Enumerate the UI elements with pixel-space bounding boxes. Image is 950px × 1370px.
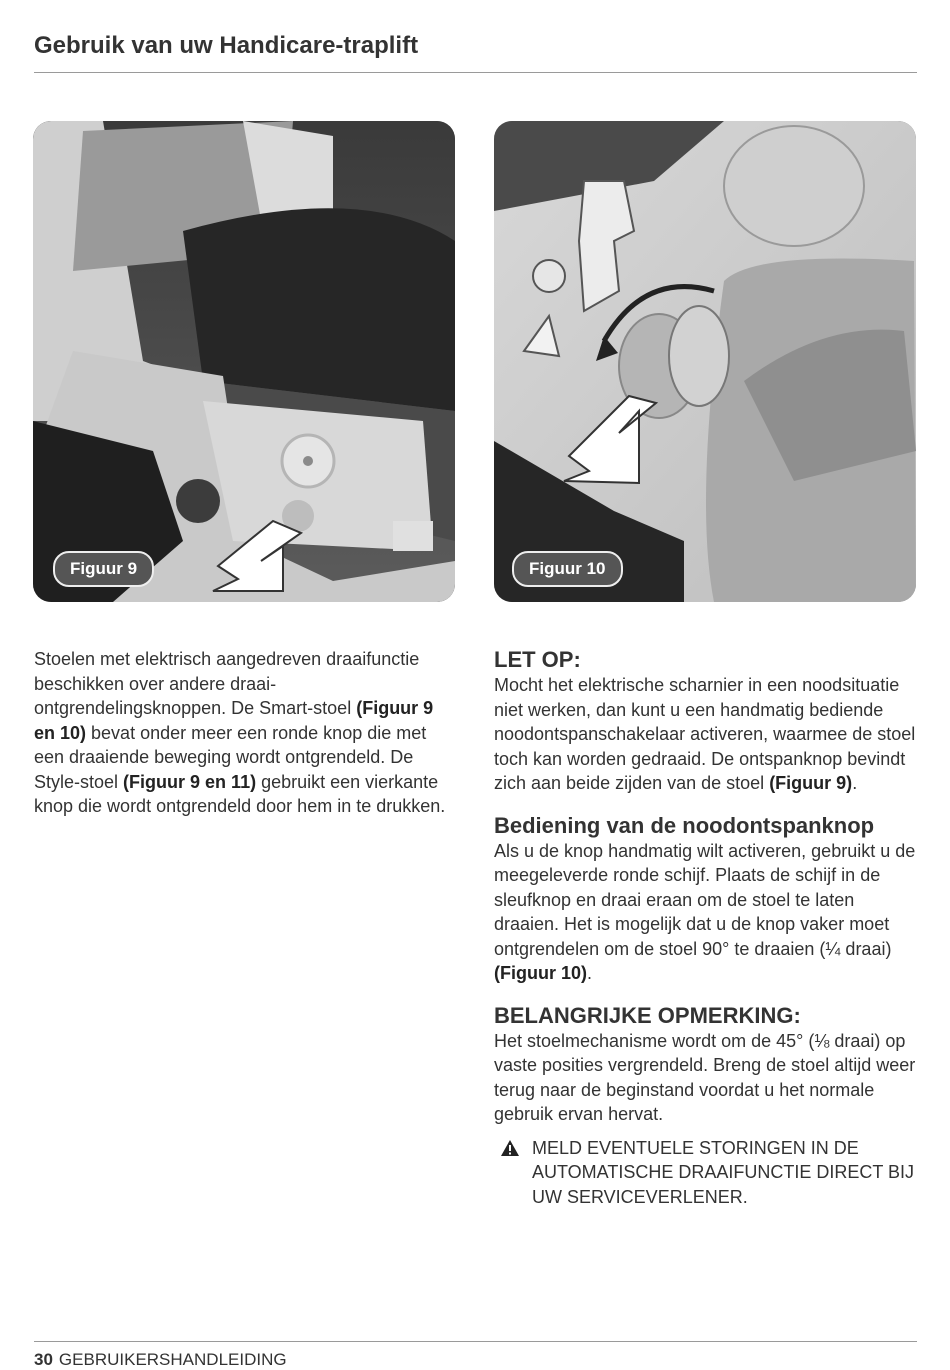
figure-9-label: Figuur 9 — [53, 551, 154, 587]
figure-10-label: Figuur 10 — [512, 551, 623, 587]
figure-9-photo — [33, 121, 455, 602]
warning-text: MELD EVENTUELE STORINGEN IN DE AUTOMATISCHE DRAAIFUNCTIE DIRECT BIJ UW SERVICEVERLENER. — [532, 1137, 915, 1207]
important-paragraph: Het stoelmechanisme wordt om de 45° (⅛ draai) op vaste posities vergrendeld. Breng de stoel altijd weer terug naar de beginstand voordat u het normale gebruik ervan hervat. — [494, 1030, 916, 1124]
footer-label: GEBRUIKERSHANDLEIDING — [58, 1350, 287, 1369]
release-knob-photo-icon — [494, 121, 916, 602]
header-divider — [34, 72, 917, 73]
intro-paragraph — [34, 647, 459, 819]
intro-figure-ref-a: (Figuur 9 en 10) — [34, 698, 434, 743]
page-number: 30 — [34, 1350, 53, 1369]
page-title: Gebruik van uw Handicare-traplift — [34, 32, 419, 59]
section-text-a: Als u de knop handmatig wilt activeren, gebruikt u de meegeleverde ronde schijf. Plaats de schijf in de sleufknop en draai eraan om de stoel te laten draaien. Het is mogelijk dat u de knop vaker moet ontgrendelen om de stoel 90° te draaien (¼ draai) — [494, 840, 916, 959]
warning-row — [494, 1136, 919, 1210]
section-paragraph — [494, 839, 919, 986]
note-figure-ref: (Figuur 9) — [769, 773, 853, 793]
important-heading: BELANGRIJKE OPMERKING: — [494, 1002, 801, 1028]
section-figure-ref: (Figuur 10) — [494, 963, 587, 983]
figure-10-photo — [494, 121, 916, 602]
section-text-end: . — [587, 963, 593, 983]
footer — [34, 1350, 287, 1370]
note-text-end: . — [852, 773, 858, 793]
right-column — [494, 647, 919, 1209]
note-text-a: Mocht het elektrische scharnier in een noodsituatie niet werken, dan kunt u een handmatig bediende noodontspanschakelaar activeren, waarmee de stoel toch kan worden gedraaid. De ontspanknop bevindt zich aan beide zijden van de stoel — [494, 675, 916, 793]
stairlift-seat-photo-icon — [33, 121, 455, 602]
note-heading: LET OP: — [494, 647, 581, 672]
intro-text-a: Stoelen met elektrisch aangedreven draaifunctie beschikken over andere draai-ontgrendelingsknoppen. De Smart-stoel — [34, 649, 420, 718]
section-heading: Bediening van de noodontspanknop — [494, 812, 875, 838]
intro-text-b: bevat onder meer een ronde knop die met een draaiende beweging wordt ontgrendeld. De Style-stoel — [34, 722, 427, 792]
intro-figure-ref-b: (Figuur 9 en 11) — [123, 771, 257, 792]
note-paragraph — [494, 673, 919, 796]
left-column — [34, 647, 459, 819]
warning-triangle-icon — [500, 1139, 520, 1164]
footer-divider — [34, 1341, 917, 1342]
intro-text-c: gebruikt een vierkante knop die wordt ontgrendeld door hem in te drukken. — [34, 771, 446, 816]
